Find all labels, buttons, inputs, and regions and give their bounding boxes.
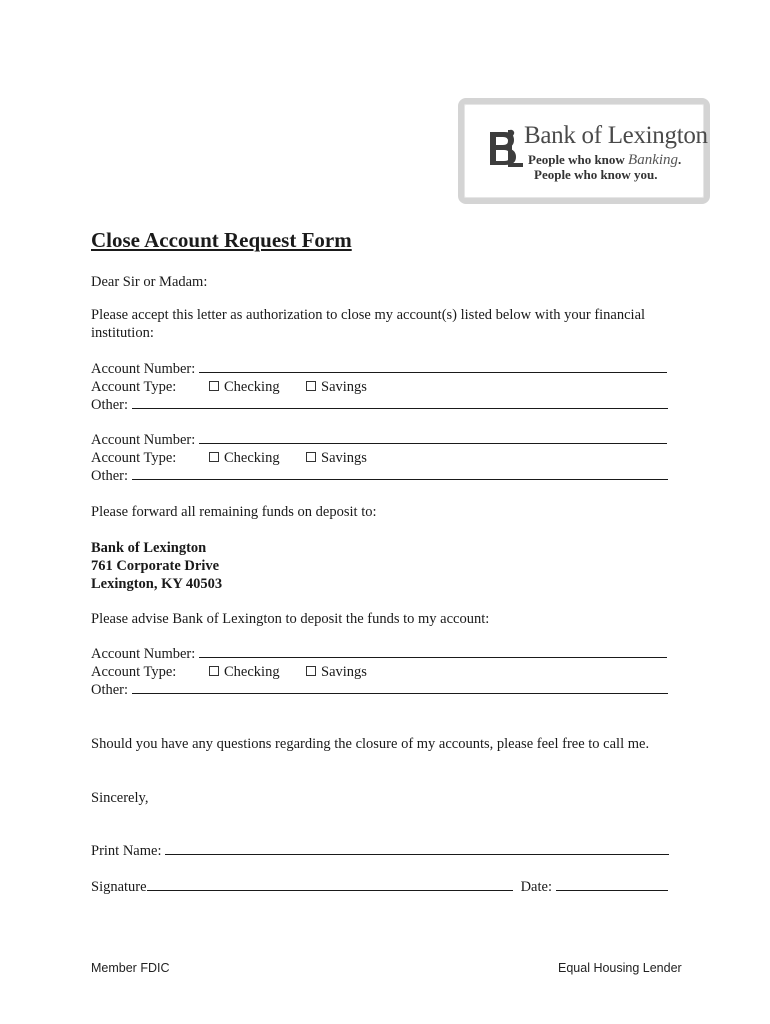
account-1-savings-checkbox[interactable] (306, 381, 316, 391)
intro-line-1: Please accept this letter as authorization to close my account(s) listed below with your financial (91, 307, 646, 323)
date-field[interactable] (556, 878, 668, 891)
signature-row (91, 878, 668, 896)
other-label: Other: (91, 682, 129, 698)
print-name-row (91, 842, 669, 860)
checking-label: Checking (224, 379, 280, 395)
account-1-number-field[interactable] (199, 360, 667, 373)
savings-label: Savings (321, 664, 367, 680)
account-type-label: Account Type: (91, 664, 177, 680)
account-3-other-field[interactable] (132, 681, 668, 694)
signature-field[interactable] (147, 878, 513, 891)
account-1-number-row (91, 360, 667, 378)
footer-equal-housing: Equal Housing Lender (558, 961, 682, 975)
logo-tagline-1: People who know Banking. (528, 152, 682, 168)
footer-member-fdic: Member FDIC (91, 961, 170, 975)
checking-label: Checking (224, 450, 280, 466)
savings-label: Savings (321, 379, 367, 395)
account-1-other-row (91, 396, 668, 414)
account-2-other-field[interactable] (132, 467, 668, 480)
forward-instruction: Please forward all remaining funds on deposit to: (91, 504, 377, 520)
account-3-other-row (91, 681, 668, 699)
account-2-savings-checkbox[interactable] (306, 452, 316, 462)
checking-label: Checking (224, 664, 280, 680)
print-name-label: Print Name: (91, 843, 162, 859)
print-name-field[interactable] (165, 842, 669, 855)
account-3-number-field[interactable] (199, 645, 667, 658)
account-2-other-row (91, 467, 668, 485)
account-number-label: Account Number: (91, 361, 196, 377)
account-type-label: Account Type: (91, 379, 177, 395)
advise-instruction: Please advise Bank of Lexington to deposit the funds to my account: (91, 611, 490, 627)
form-title: Close Account Request Form (91, 228, 352, 252)
intro-line-2: institution: (91, 325, 154, 341)
account-1-checking-checkbox[interactable] (209, 381, 219, 391)
closing: Sincerely, (91, 790, 149, 806)
date-label: Date: (520, 879, 552, 895)
account-2-number-row (91, 431, 667, 449)
other-label: Other: (91, 397, 129, 413)
account-1-type-row (91, 378, 367, 396)
account-3-checking-checkbox[interactable] (209, 666, 219, 676)
account-2-checking-checkbox[interactable] (209, 452, 219, 462)
account-2-type-row (91, 449, 367, 467)
bank-monogram-icon (486, 128, 524, 168)
logo-bank-name: Bank of Lexington (524, 122, 708, 149)
questions-text: Should you have any questions regarding the closure of my accounts, please feel free to call me. (91, 736, 650, 752)
bank-logo (458, 98, 710, 204)
account-number-label: Account Number: (91, 646, 196, 662)
account-type-label: Account Type: (91, 450, 177, 466)
address-line-2: 761 Corporate Drive (91, 558, 220, 574)
account-3-savings-checkbox[interactable] (306, 666, 316, 676)
address-line-1: Bank of Lexington (91, 540, 207, 556)
address-line-3: Lexington, KY 40503 (91, 576, 223, 592)
account-3-number-row (91, 645, 667, 663)
logo-tagline-2: People who know you. (534, 167, 658, 182)
greeting: Dear Sir or Madam: (91, 274, 208, 290)
account-2-number-field[interactable] (199, 431, 667, 444)
account-1-other-field[interactable] (132, 396, 668, 409)
account-3-type-row (91, 663, 367, 681)
account-number-label: Account Number: (91, 432, 196, 448)
other-label: Other: (91, 468, 129, 484)
signature-label: Signature (91, 879, 147, 895)
savings-label: Savings (321, 450, 367, 466)
